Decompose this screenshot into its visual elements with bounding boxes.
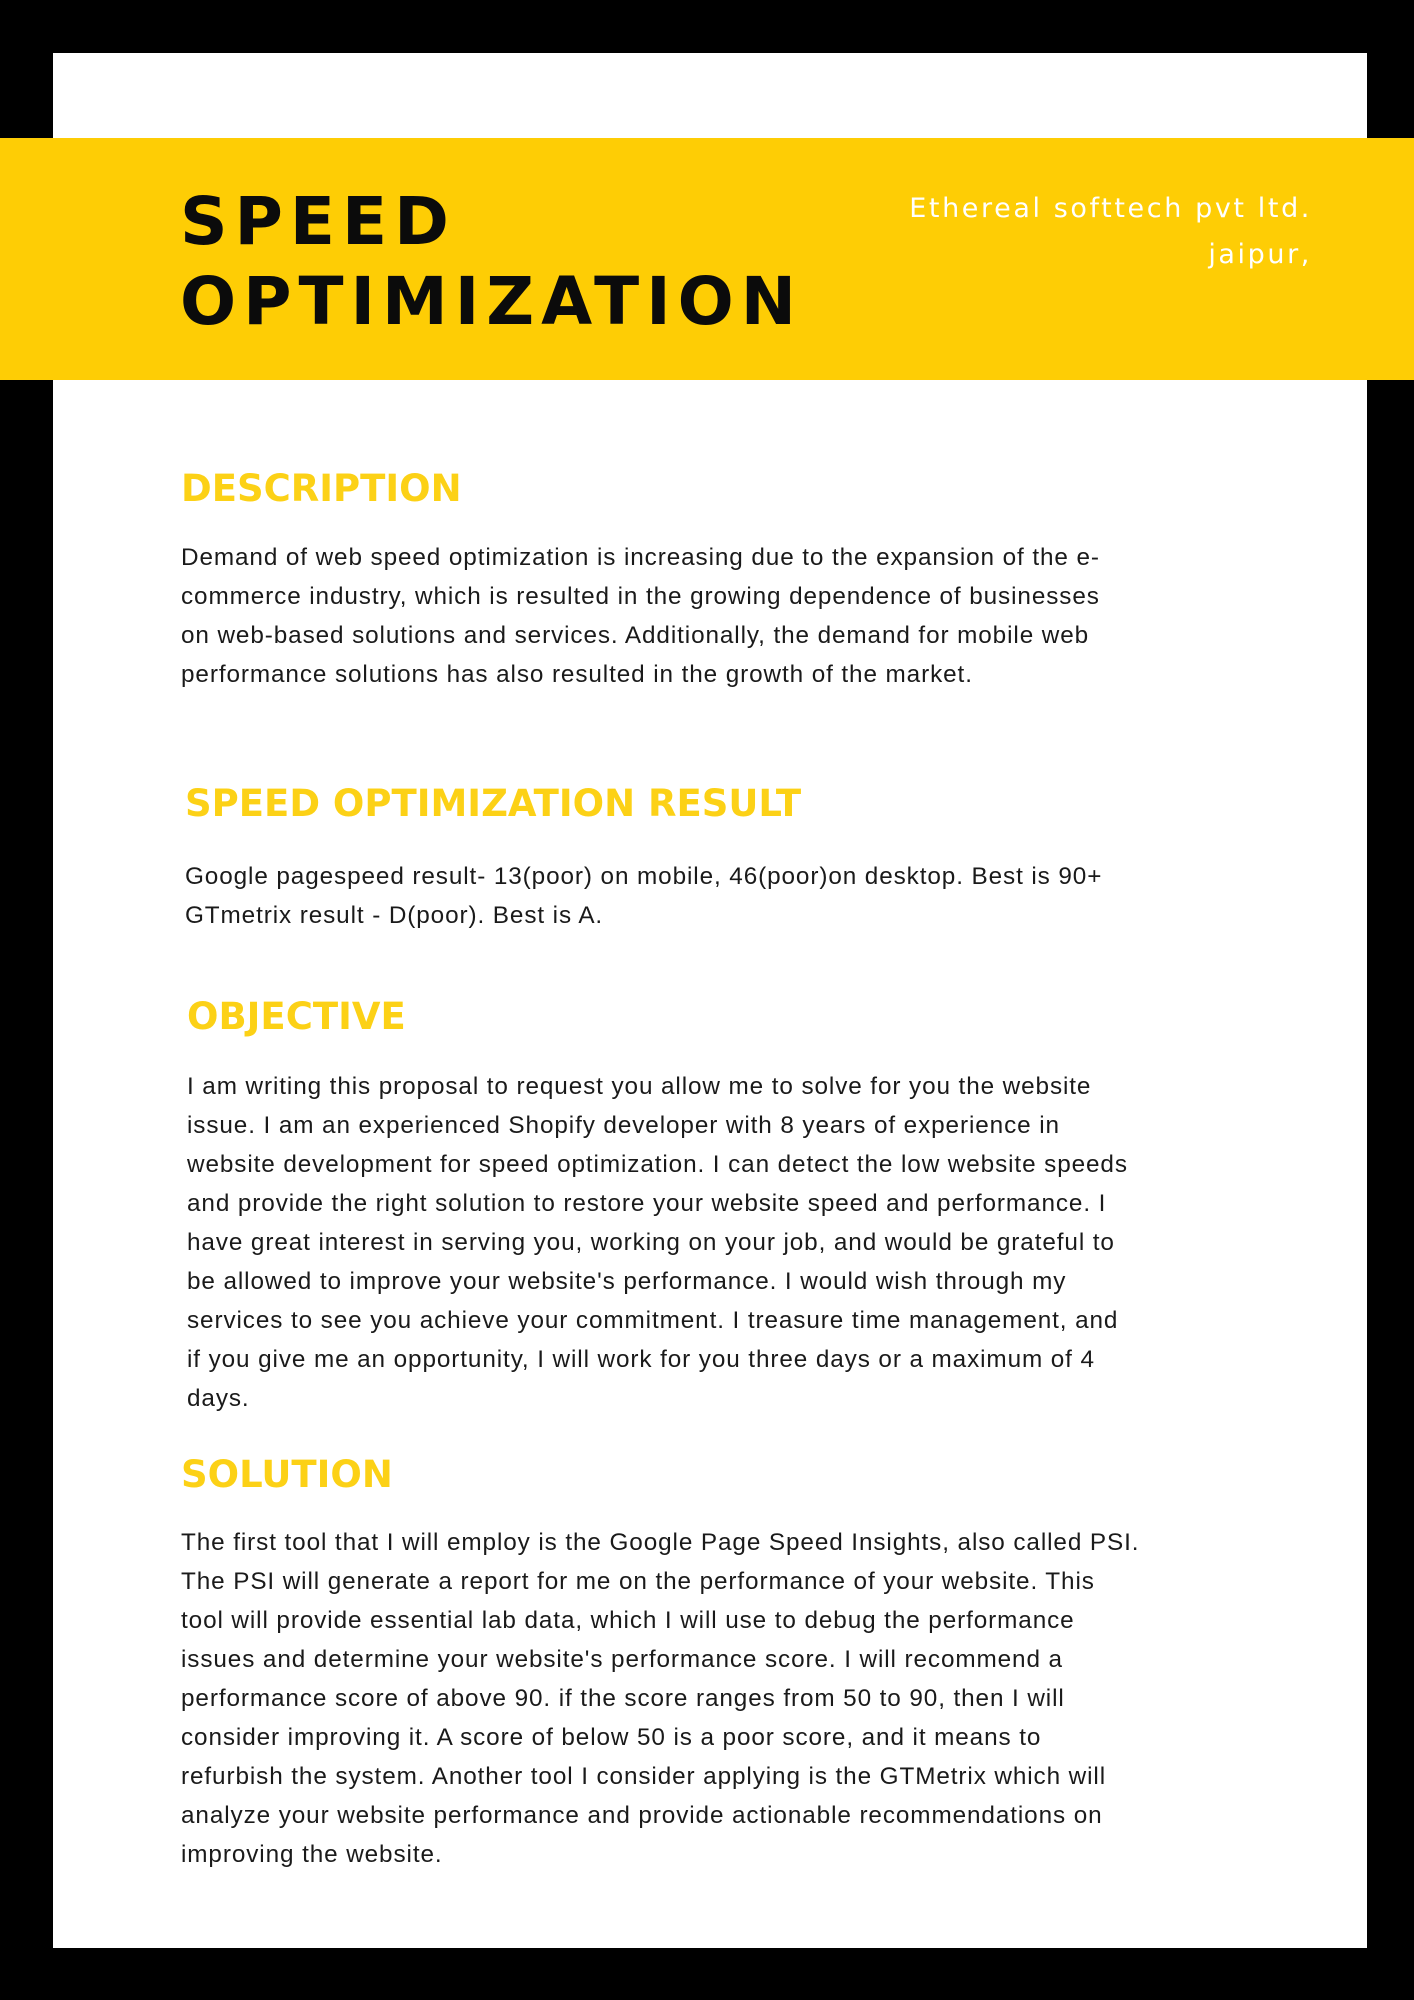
text-line: refurbish the system. Another tool I consider applying is the GTMetrix which will <box>181 1763 1106 1790</box>
text-line: have great interest in serving you, working on your job, and would be grateful to <box>187 1229 1115 1256</box>
text-line: The PSI will generate a report for me on the performance of your website. This <box>181 1568 1095 1595</box>
title-line-2: OPTIMIZATION <box>180 263 804 340</box>
section-body-description <box>181 538 1100 694</box>
section-body-solution <box>181 1523 1139 1874</box>
text-line: GTmetrix result - D(poor). Best is A. <box>185 902 604 929</box>
text-line: commerce industry, which is resulted in the growing dependence of businesses <box>181 583 1100 610</box>
section-body-result <box>185 857 1102 935</box>
section-heading-objective: OBJECTIVE <box>187 995 406 1038</box>
text-line: performance solutions has also resulted in the growth of the market. <box>181 661 973 688</box>
text-line: services to see you achieve your commitment. I treasure time management, and <box>187 1307 1119 1334</box>
text-line: analyze your website performance and provide actionable recommendations on <box>181 1802 1103 1829</box>
text-line: The first tool that I will employ is the Google Page Speed Insights, also called PSI. <box>181 1529 1140 1556</box>
text-line: tool will provide essential lab data, which I will use to debug the performance <box>181 1607 1075 1634</box>
section-body-objective <box>187 1067 1128 1418</box>
section-heading-result: SPEED OPTIMIZATION RESULT <box>185 782 802 825</box>
text-line: Google pagespeed result- 13(poor) on mobile, 46(poor)on desktop. Best is 90+ <box>185 863 1103 890</box>
text-line: consider improving it. A score of below 50 is a poor score, and it means to <box>181 1724 1042 1751</box>
text-line: Demand of web speed optimization is increasing due to the expansion of the e- <box>181 544 1100 571</box>
section-heading-description: DESCRIPTION <box>181 467 462 510</box>
text-line: performance score of above 90. if the score ranges from 50 to 90, then I will <box>181 1685 1065 1712</box>
text-line: improving the website. <box>181 1841 443 1868</box>
page-title <box>180 182 880 342</box>
text-line: issue. I am an experienced Shopify developer with 8 years of experience in <box>187 1112 1060 1139</box>
text-line: if you give me an opportunity, I will work for you three days or a maximum of 4 <box>187 1346 1095 1373</box>
text-line: be allowed to improve your website's performance. I would wish through my <box>187 1268 1067 1295</box>
company-info <box>792 186 1312 278</box>
title-line-1: SPEED <box>180 183 456 260</box>
text-line: on web-based solutions and services. Additionally, the demand for mobile web <box>181 622 1090 649</box>
company-city: jaipur, <box>1208 239 1312 270</box>
text-line: I am writing this proposal to request you allow me to solve for you the website <box>187 1073 1092 1100</box>
text-line: website development for speed optimization. I can detect the low website speeds <box>187 1151 1128 1178</box>
section-heading-solution: SOLUTION <box>181 1453 393 1496</box>
company-name: Ethereal softtech pvt ltd. <box>909 193 1312 224</box>
text-line: and provide the right solution to restore your website speed and performance. I <box>187 1190 1107 1217</box>
text-line: issues and determine your website's performance score. I will recommend a <box>181 1646 1063 1673</box>
text-line: days. <box>187 1385 250 1412</box>
